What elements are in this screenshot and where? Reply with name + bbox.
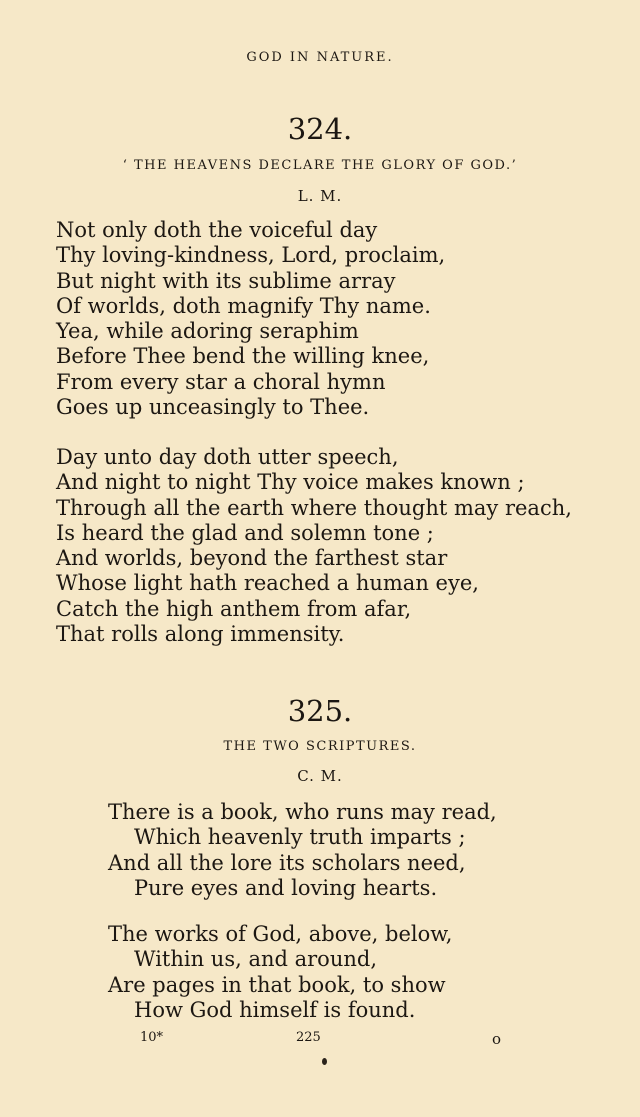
verse-line: Are pages in that book, to show: [108, 972, 446, 997]
hymn-number: 324.: [287, 112, 353, 146]
verse-line: Before Thee bend the willing knee,: [56, 344, 430, 369]
verse-line: Whose light hath reached a human eye,: [56, 571, 479, 596]
verse-line: And worlds, beyond the farthest star: [56, 546, 448, 571]
verse-line: Pure eyes and loving hearts.: [134, 875, 438, 900]
verse-line: From every star a choral hymn: [56, 369, 386, 394]
verse-line: Within us, and around,: [134, 947, 377, 972]
verse-line: But night with its sublime array: [56, 268, 396, 293]
verse-line: There is a book, who runs may read,: [108, 800, 497, 824]
verse-line: Thy loving-kindness, Lord, proclaim,: [56, 243, 446, 268]
footer-mark: o: [492, 1030, 502, 1048]
stanza: [108, 922, 452, 1023]
verse-line: That rolls along immensity.: [56, 622, 345, 647]
verse-line: And all the lore its scholars need,: [108, 850, 466, 875]
stanza: [108, 800, 497, 901]
hymn-meter: C. M.: [297, 767, 343, 785]
verse-line: Goes up unceasingly to Thee.: [56, 395, 370, 420]
stanza: [56, 218, 445, 420]
verse-line: And night to night Thy voice makes known ;: [56, 470, 525, 495]
verse-line: How God himself is found.: [134, 997, 416, 1022]
verse-line: Of worlds, doth magnify Thy name.: [56, 293, 431, 318]
hymn-number: 325.: [287, 694, 353, 728]
verse-line: Yea, while adoring seraphim: [56, 319, 359, 344]
verse-line: Catch the high anthem from afar,: [56, 596, 412, 621]
signature-mark: 10*: [140, 1030, 164, 1045]
hymn-meter: L. M.: [297, 187, 343, 205]
verse-line: Which heavenly truth imparts ;: [134, 825, 466, 850]
hymn-title: THE TWO SCRIPTURES.: [223, 739, 417, 754]
verse-line: Through all the earth where thought may reach,: [56, 495, 572, 520]
stanza: [56, 445, 572, 647]
verse-line: Not only doth the voiceful day: [56, 218, 378, 242]
hymn-title: ‘ THE HEAVENS DECLARE THE GLORY OF GOD.’: [122, 158, 518, 173]
verse-line: Day unto day doth utter speech,: [56, 445, 399, 469]
verse-line: The works of God, above, below,: [108, 922, 453, 946]
running-head: GOD IN NATURE.: [246, 50, 394, 65]
page-number: 225: [296, 1030, 321, 1045]
verse-line: Is heard the glad and solemn tone ;: [56, 520, 434, 545]
ink-dot-decoration: [322, 1058, 327, 1065]
